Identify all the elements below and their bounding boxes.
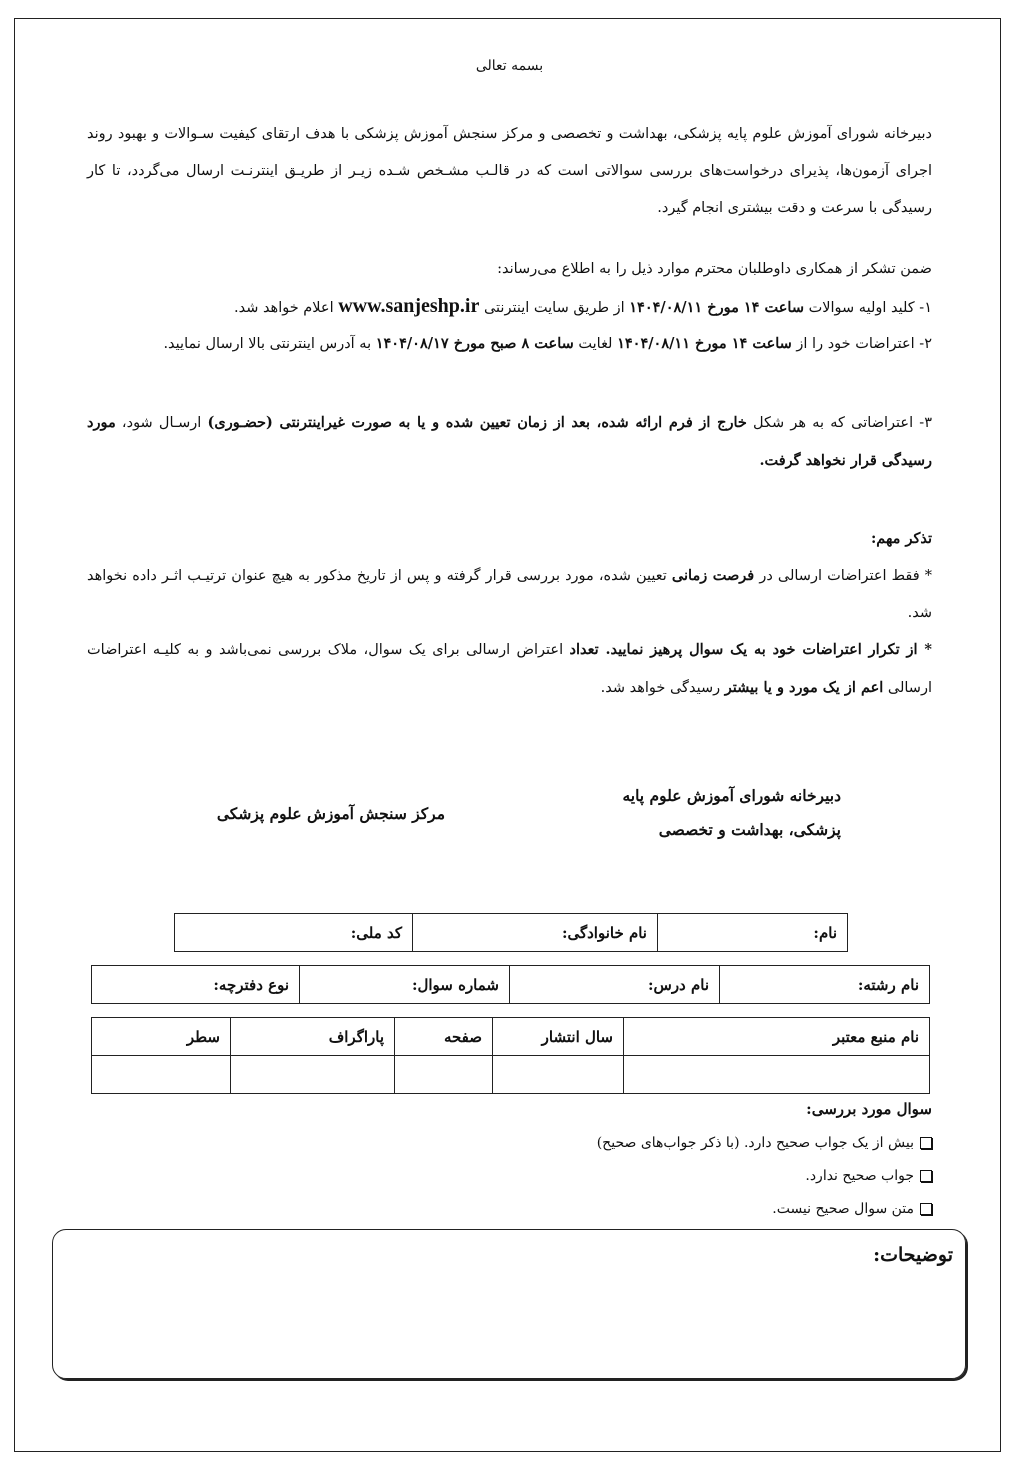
line-cell[interactable] [92, 1056, 231, 1094]
note-2: * از تکرار اعتراضات خود به یک سوال پرهیز نمایید. تعداد اعتراض ارسالی برای یک سوال، ملاک بررسی نمی‌باشد و به کلیـه اعتراضات ارسالی اعم از یک مورد و یا بیشتر رسیدگی خواهد شد. [87, 641, 932, 696]
paragraph-cell[interactable] [231, 1056, 395, 1094]
review-option-question-text-incorrect[interactable]: متن سوال صحیح نیست. [772, 1201, 932, 1217]
paragraph-header: پاراگراف [231, 1018, 395, 1056]
checkbox[interactable] [920, 1203, 932, 1215]
signature-center: مرکز سنجش آموزش علوم پزشکی [216, 804, 445, 823]
item-1: ۱- کلید اولیه سوالات ساعت ۱۴ مورخ ۱۴۰۴/۰۸/۱۱ از طریق سایت اینترنتی www.sanjeshp.ir اعلام خواهد شد. [233, 295, 932, 317]
source-header-row [92, 1018, 930, 1056]
review-option-no-correct-answer[interactable]: جواب صحیح ندارد. [805, 1168, 932, 1184]
last-name-field[interactable]: نام خانوادگی: [413, 914, 658, 952]
course-name-field[interactable]: نام درس: [510, 966, 720, 1004]
line-header: سطر [92, 1018, 231, 1056]
review-title: سوال مورد بررسی: [806, 1100, 932, 1118]
intro-paragraph: دبیرخانه شورای آموزش علوم پایه پزشکی، بهداشت و تخصصی و مرکز سنجش آموزش پزشکی با هدف ارتقای کیفیت سـوالات و بهبود روند اجرای آزمون‌ها، پذیرای درخواست‌های بررسی سوالاتی است که در قالـب مشـخص شـده زیـر از طریـق اینترنـت ارسال می‌گردد، تا کار رسیدگی با سرعت و دقت بیشتری انجام گیرد. [87, 126, 932, 216]
source-input-row [92, 1056, 930, 1094]
question-number-field[interactable]: شماره سوال: [300, 966, 510, 1004]
lead-line: ضمن تشکر از همکاری داوطلبان محترم موارد ذیل را به اطلاع می‌رساند: [497, 261, 932, 277]
notes-box[interactable] [52, 1229, 966, 1379]
source-table [91, 1017, 930, 1094]
review-option-multiple-answers[interactable]: بیش از یک جواب صحیح دارد. (با ذکر جواب‌های صحیح) [597, 1135, 932, 1151]
source-name-cell[interactable] [624, 1056, 930, 1094]
website-url[interactable]: www.sanjeshp.ir [338, 295, 480, 317]
checkbox[interactable] [920, 1170, 932, 1182]
notes-title: توضیحات: [873, 1244, 953, 1266]
signature-secretariat: دبیرخانه شورای آموزش علوم پایه پزشکی، بهداشت و تخصصی [622, 786, 841, 839]
field-of-study-field[interactable]: نام رشته: [720, 966, 930, 1004]
item-2: ۲- اعتراضات خود را از ساعت ۱۴ مورخ ۱۴۰۴/۰۸/۱۱ لغایت ساعت ۸ صبح مورخ ۱۴۰۴/۰۸/۱۷ به آدرس اینترنتی بالا ارسال نمایید. [163, 335, 932, 352]
personal-info-table [174, 913, 848, 952]
note-title: تذکر مهم: [870, 530, 932, 547]
page-header: صفحه [395, 1018, 493, 1056]
checkbox[interactable] [920, 1137, 932, 1149]
first-name-field[interactable]: نام: [658, 914, 848, 952]
note-1: * فقط اعتراضات ارسالی در فرصت زمانی تعیین شده، مورد بررسی قرار گرفته و پس از تاریخ مذکور به هیچ عنوان ترتیـب اثـر داده نخواهد شد. [87, 567, 932, 621]
page-cell[interactable] [395, 1056, 493, 1094]
booklet-type-field[interactable]: نوع دفترچه: [92, 966, 300, 1004]
exam-info-table [91, 965, 930, 1004]
item-3: ۳- اعتراضاتی که به هر شکل خارج از فرم ارائه شده، بعد از زمان تعیین شده و یا به صورت غیراینترنتی (حضـوری) ارسـال شود، مورد رسیدگی قرار نخواهد گرفت. [87, 414, 932, 469]
heading: بسمه تعالی [475, 58, 544, 74]
publication-year-header: سال انتشار [493, 1018, 624, 1056]
publication-year-cell[interactable] [493, 1056, 624, 1094]
source-name-header: نام منبع معتبر [624, 1018, 930, 1056]
national-code-field[interactable]: کد ملی: [175, 914, 413, 952]
